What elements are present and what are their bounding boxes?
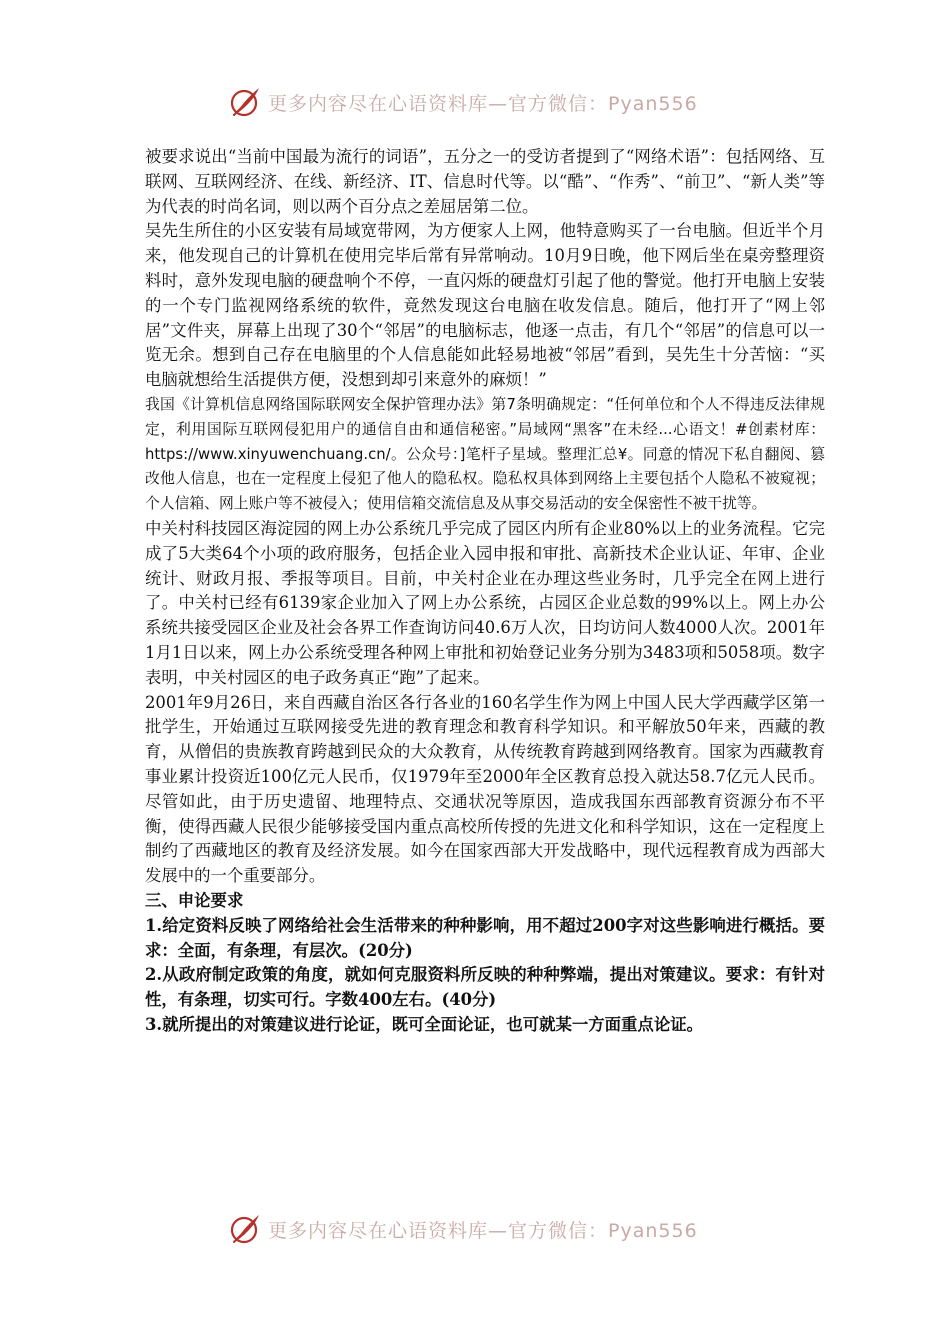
- footer-watermark-text: 更多内容尽在心语资料库—官方微信：Pyan556: [268, 1219, 698, 1242]
- footer-watermark-banner: [228, 1209, 728, 1249]
- document-body: [145, 145, 825, 1038]
- requirement-item-1: 1.给定资料反映了网络给社会生活带来的种种影响，用不超过200字对这些影响进行概括。要求：全面，有条理，有层次。(20分): [145, 915, 825, 960]
- paragraph-network-terms: 被要求说出“当前中国最为流行的词语”，五分之一的受访者提到了“网络术语”：包括网络、互联网、互联网经济、在线、新经济、IT、信息时代等。以“酷”、“作秀”、“前卫”、“新人类”等为代表的时尚名词，则以两个百分点之差屈居第二位。: [145, 147, 825, 216]
- paragraph-tibet-education: 2001年9月26日，来自西藏自治区各行各业的160名学生作为网上中国人民大学西藏学区第一批学生，开始通过互联网接受先进的教育理念和教育科学知识。和平解放50年来，西藏的教育，从僧侣的贵族教育跨越到民众的大众教育，从传统教育跨越到网络教育。国家为西藏教育事业累计投资近100亿元人民币，仅1979年至2000年全区教育总投入就达58.7亿元人民币。尽管如此，由于历史遗留、地理特点、交通状况等原因，造成我国东西部教育资源分布不平衡，使得西藏人民很少能够接受国内重点高校所传授的先进文化和科学知识，这在一定程度上制约了西藏地区的教育及经济发展。如今在国家西部大开发战略中，现代远程教育成为西部大发展中的一个重要部分。: [145, 692, 825, 886]
- quill-pen-logo-icon: [228, 1212, 262, 1246]
- requirement-item-3: 3.就所提出的对策建议进行论证，既可全面论证，也可就某一方面重点论证。: [145, 1014, 703, 1034]
- paragraph-zhongguancun-e-gov: 中关村科技园区海淀园的网上办公系统几乎完成了园区内所有企业80%以上的业务流程。它完成了5大类64个小项的政府服务，包括企业入园申报和审批、高新技术企业认证、年审、企业统计、财政月报、季报等项目。目前，中关村企业在办理这些业务时，几乎完全在网上进行了。中关村已经有6139家企业加入了网上办公系统，占园区企业总数的99%以上。网上办公系统共接受园区企业及社会各界工作查询访问40.6万人次，日均访问人数4000人次。2001年1月1日以来，网上办公系统受理各种网上审批和初始登记业务分别为3483项和5058项。数字表明，中关村园区的电子政务真正“跑”了起来。: [145, 518, 825, 687]
- header-watermark-banner: [228, 82, 728, 122]
- section-heading: 三、申论要求: [145, 890, 244, 910]
- paragraph-security-regulation: 我国《计算机信息网络国际联网安全保护管理办法》第7条明确规定：“任何单位和个人不得违反法律规定，利用国际互联网侵犯用户的通信自由和通信秘密。”局域网“黑客”在未经...心语文！#创素材库：https://www.xinyuwenchuang.cn/。公众号：]笔杆子星域。整理汇总¥。同意的情况下私自翻阅、篡改他人信息，也在一定程度上侵犯了他人的隐私权。隐私权具体到网络上主要包括个人隐私不被窥视；个人信箱、网上账户等不被侵入；使用信箱交流信息及从事交易活动的安全保密性不被干扰等。: [145, 395, 825, 513]
- header-watermark-text: 更多内容尽在心语资料库—官方微信：Pyan556: [268, 92, 698, 115]
- requirement-item-2: 2.从政府制定政策的角度，就如何克服资料所反映的种种弊端，提出对策建议。要求：有针对性，有条理，切实可行。字数400左右。(40分): [145, 965, 825, 1010]
- quill-pen-logo-icon: [228, 85, 262, 119]
- paragraph-mr-wu-lan: 吴先生所住的小区安装有局域宽带网，为方便家人上网，他特意购买了一台电脑。但近半个月来，他发现自己的计算机在使用完毕后常有异常响动。10月9日晚，他下网后坐在桌旁整理资料时，意外发现电脑的硬盘响个不停，一直闪烁的硬盘灯引起了他的警觉。他打开电脑上安装的一个专门监视网络系统的软件，竟然发现这台电脑在收发信息。随后，他打开了“网上邻居”文件夹，屏幕上出现了30个“邻居”的电脑标志，他逐一点击，有几个“邻居”的信息可以一览无余。想到自己存在电脑里的个人信息能如此轻易地被“邻居”看到，吴先生十分苦恼：“买电脑就想给生活提供方便，没想到却引来意外的麻烦！”: [145, 221, 825, 390]
